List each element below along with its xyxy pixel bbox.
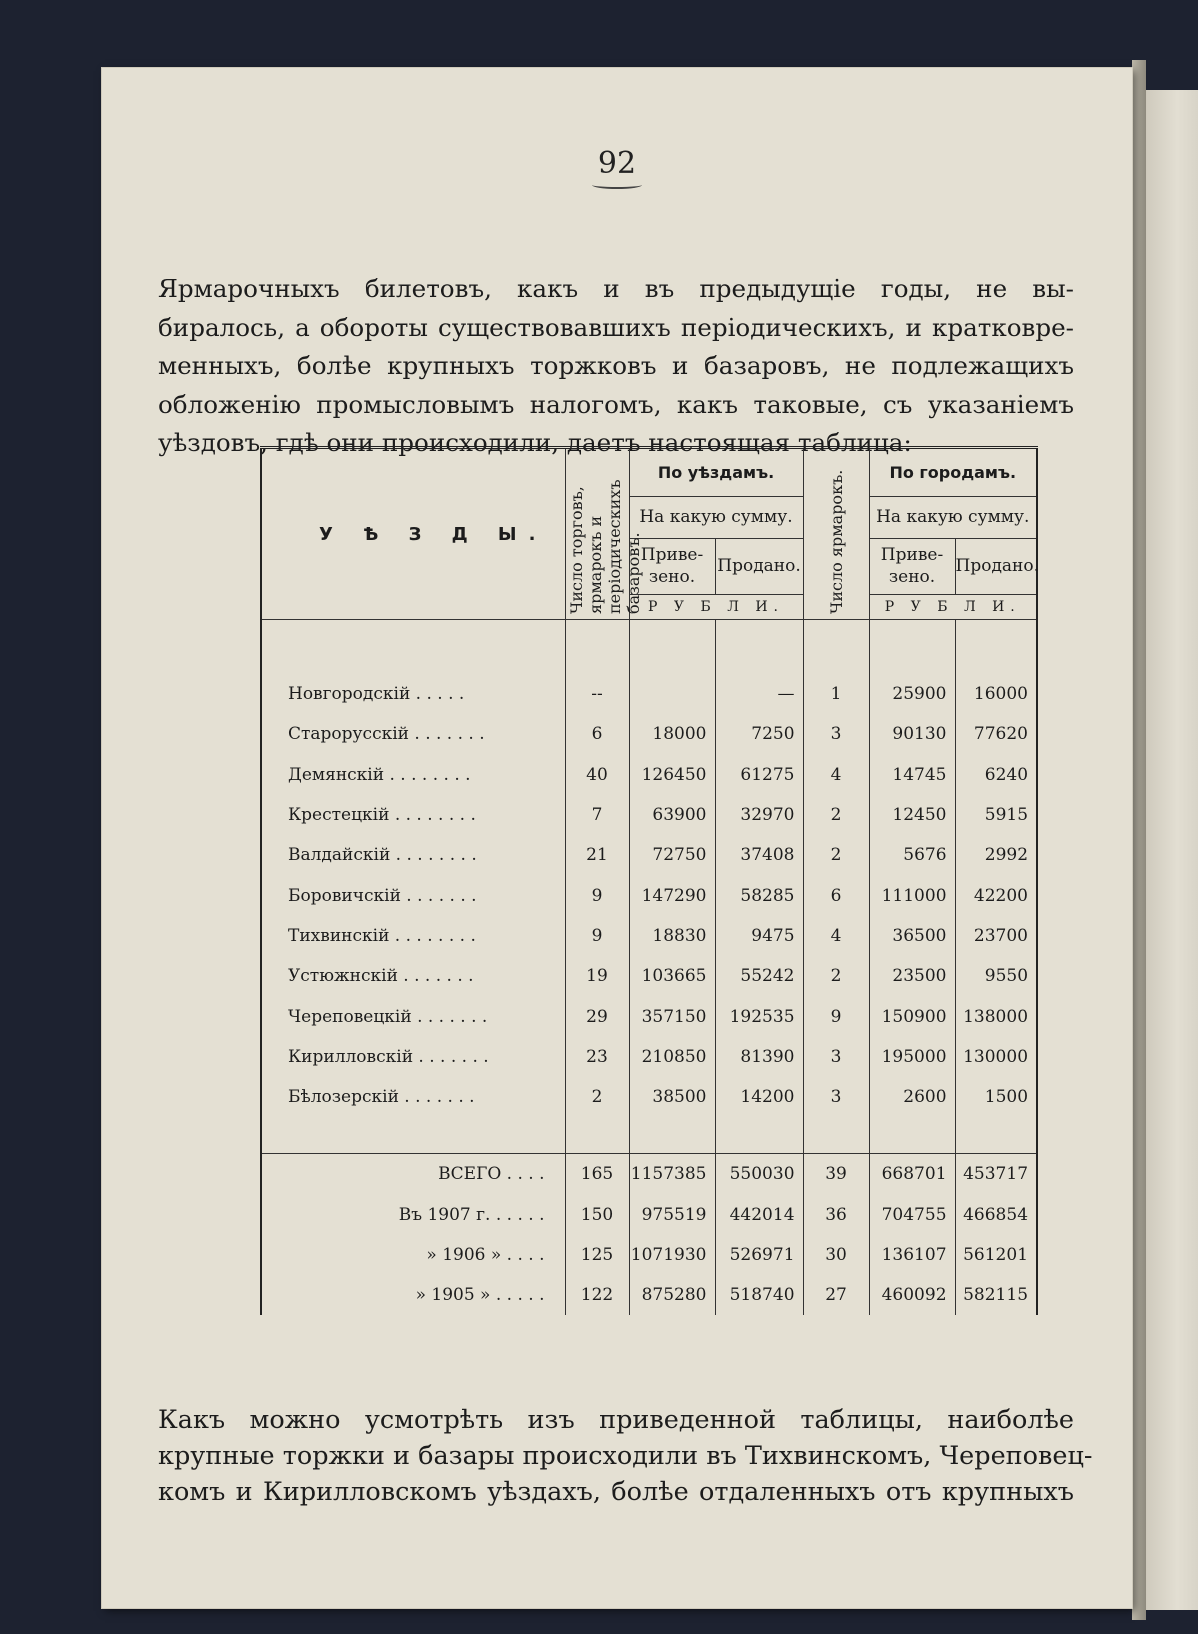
cell-goroda-prodano: 466854 xyxy=(955,1195,1037,1235)
cell-goroda-privezeno: 36500 xyxy=(869,916,955,956)
cell-name: Череповецкій . . . . . . . xyxy=(261,996,565,1036)
page-number-ornament xyxy=(592,181,642,189)
cell-prodano: 192535 xyxy=(715,996,803,1036)
cell-privezeno: 147290 xyxy=(629,875,715,915)
cell-prodano: — xyxy=(715,674,803,714)
cell-name: Старорусскій . . . . . . . xyxy=(261,714,565,754)
cell-privezeno: 126450 xyxy=(629,755,715,795)
cell-torgov: 19 xyxy=(565,956,629,996)
cell-yarmarok: 27 xyxy=(803,1275,869,1315)
cell-goroda-prodano: 561201 xyxy=(955,1235,1037,1275)
cell-torgov: 9 xyxy=(565,916,629,956)
table-row xyxy=(261,956,1037,996)
cell-yarmarok: 3 xyxy=(803,1077,869,1117)
cell-privezeno: 38500 xyxy=(629,1077,715,1117)
cell-goroda-prodano: 42200 xyxy=(955,875,1037,915)
text-line: обложенію промысловымъ налогомъ, какъ таковые, съ указаніемъ xyxy=(158,389,1074,419)
cell-name: Боровичскій . . . . . . . xyxy=(261,875,565,915)
cell-prodano: 526971 xyxy=(715,1235,803,1275)
cell-goroda-privezeno: 25900 xyxy=(869,674,955,714)
table-row xyxy=(261,755,1037,795)
book-spine xyxy=(1132,60,1146,1620)
cell-privezeno: 357150 xyxy=(629,996,715,1036)
cell-yarmarok: 36 xyxy=(803,1195,869,1235)
text-line: Ярмарочныхъ билетовъ, какъ и въ предыдущіе годы, не вы- xyxy=(158,274,1074,303)
cell-prodano: 81390 xyxy=(715,1037,803,1077)
text-line: уѣздовъ, гдѣ они происходили, даетъ настоящая таблица: xyxy=(158,428,912,458)
cell-torgov: 40 xyxy=(565,755,629,795)
cell-name: » 1905 » . . . . . xyxy=(261,1275,565,1315)
cell-goroda-prodano: 9550 xyxy=(955,956,1037,996)
table-row xyxy=(261,674,1037,714)
cell-torgov: 125 xyxy=(565,1235,629,1275)
header-privezeno-uezdy: Приве-зено. xyxy=(629,538,715,594)
cell-privezeno: 1071930 xyxy=(629,1235,715,1275)
cell-privezeno: 63900 xyxy=(629,795,715,835)
cell-goroda-privezeno: 2600 xyxy=(869,1077,955,1117)
cell-goroda-prodano: 77620 xyxy=(955,714,1037,754)
table-row xyxy=(261,996,1037,1036)
cell-prodano: 61275 xyxy=(715,755,803,795)
cell-goroda-prodano: 453717 xyxy=(955,1154,1037,1195)
header-na-summu-goroda: На какую сумму. xyxy=(869,496,1037,538)
cell-yarmarok: 3 xyxy=(803,714,869,754)
cell-prodano: 14200 xyxy=(715,1077,803,1117)
table-row xyxy=(261,1077,1037,1117)
cell-torgov: 165 xyxy=(565,1154,629,1195)
cell-yarmarok: 2 xyxy=(803,795,869,835)
book-page xyxy=(102,68,1132,1608)
cell-torgov: 21 xyxy=(565,835,629,875)
cell-yarmarok: 30 xyxy=(803,1235,869,1275)
cell-goroda-privezeno: 704755 xyxy=(869,1195,955,1235)
header-torgov: Число торговъ, ярмарокъ и періодическихъ базаровъ. xyxy=(565,448,629,620)
cell-privezeno: 18830 xyxy=(629,916,715,956)
table-row xyxy=(261,1037,1037,1077)
cell-goroda-privezeno: 5676 xyxy=(869,835,955,875)
cell-goroda-privezeno: 14745 xyxy=(869,755,955,795)
cell-goroda-privezeno: 195000 xyxy=(869,1037,955,1077)
cell-privezeno xyxy=(629,674,715,714)
cell-torgov: 9 xyxy=(565,875,629,915)
cell-privezeno: 1157385 xyxy=(629,1154,715,1195)
cell-prodano: 442014 xyxy=(715,1195,803,1235)
cell-torgov: 6 xyxy=(565,714,629,754)
cell-prodano: 550030 xyxy=(715,1154,803,1195)
markets-table-grid xyxy=(260,446,1038,1315)
cell-prodano: 7250 xyxy=(715,714,803,754)
header-privezeno-goroda: Приве-зено. xyxy=(869,538,955,594)
cell-yarmarok: 39 xyxy=(803,1154,869,1195)
table-row xyxy=(261,875,1037,915)
cell-goroda-prodano: 138000 xyxy=(955,996,1037,1036)
cell-goroda-privezeno: 668701 xyxy=(869,1154,955,1195)
markets-table xyxy=(260,446,1040,1315)
header-prodano-uezdy: Продано. xyxy=(715,538,803,594)
cell-torgov: -- xyxy=(565,674,629,714)
cell-name: Бѣлозерскій . . . . . . . xyxy=(261,1077,565,1117)
page-number: 92 xyxy=(102,146,1132,189)
header-rubli-uezdy: Р У Б Л И. xyxy=(629,594,803,619)
cell-name: ВСЕГО . . . . xyxy=(261,1154,565,1195)
table-row xyxy=(261,916,1037,956)
cell-goroda-privezeno: 12450 xyxy=(869,795,955,835)
cell-goroda-prodano: 1500 xyxy=(955,1077,1037,1117)
cell-yarmarok: 1 xyxy=(803,674,869,714)
cell-goroda-privezeno: 111000 xyxy=(869,875,955,915)
cell-privezeno: 875280 xyxy=(629,1275,715,1315)
cell-name: Новгородскій . . . . . xyxy=(261,674,565,714)
cell-yarmarok: 2 xyxy=(803,835,869,875)
header-na-summu-uezdy: На какую сумму. xyxy=(629,496,803,538)
cell-name: Крестецкій . . . . . . . . xyxy=(261,795,565,835)
cell-goroda-privezeno: 150900 xyxy=(869,996,955,1036)
cell-yarmarok: 6 xyxy=(803,875,869,915)
intro-paragraph xyxy=(158,270,1074,463)
cell-goroda-prodano: 16000 xyxy=(955,674,1037,714)
cell-name: » 1906 » . . . . xyxy=(261,1235,565,1275)
cell-torgov: 122 xyxy=(565,1275,629,1315)
total-row xyxy=(261,1195,1037,1235)
table-row xyxy=(261,835,1037,875)
cell-goroda-prodano: 130000 xyxy=(955,1037,1037,1077)
text-line: крупные торжки и базары происходили въ Тихвинскомъ, Череповец- xyxy=(158,1441,1093,1471)
header-po-uezdam: По уѣздамъ. xyxy=(629,448,803,497)
text-line: Какъ можно усмотрѣть изъ приведенной таблицы, наиболѣе xyxy=(158,1405,1074,1435)
cell-torgov: 23 xyxy=(565,1037,629,1077)
cell-privezeno: 103665 xyxy=(629,956,715,996)
header-uezdy: У Ѣ З Д Ы. xyxy=(261,448,565,620)
cell-torgov: 2 xyxy=(565,1077,629,1117)
cell-name: Тихвинскій . . . . . . . . xyxy=(261,916,565,956)
cell-yarmarok: 9 xyxy=(803,996,869,1036)
cell-goroda-prodano: 5915 xyxy=(955,795,1037,835)
total-row xyxy=(261,1154,1037,1195)
total-row xyxy=(261,1235,1037,1275)
header-rubli-goroda: Р У Б Л И. xyxy=(869,594,1037,619)
cell-name: Кирилловскій . . . . . . . xyxy=(261,1037,565,1077)
cell-torgov: 150 xyxy=(565,1195,629,1235)
header-po-gorodam: По городамъ. xyxy=(869,448,1037,497)
cell-prodano: 32970 xyxy=(715,795,803,835)
cell-name: Устюжнскій . . . . . . . xyxy=(261,956,565,996)
outro-paragraph xyxy=(158,1402,1093,1510)
table-totals xyxy=(261,1154,1037,1316)
cell-prodano: 518740 xyxy=(715,1275,803,1315)
cell-goroda-prodano: 2992 xyxy=(955,835,1037,875)
cell-privezeno: 72750 xyxy=(629,835,715,875)
text-line: биралось, а обороты существовавшихъ періодическихъ, и кратковре- xyxy=(158,312,1074,342)
cell-goroda-prodano: 582115 xyxy=(955,1275,1037,1315)
header-yarmarok: Число ярмарокъ. xyxy=(803,448,869,620)
header-prodano-goroda: Продано. xyxy=(955,538,1037,594)
cell-goroda-prodano: 23700 xyxy=(955,916,1037,956)
cell-privezeno: 18000 xyxy=(629,714,715,754)
cell-privezeno: 210850 xyxy=(629,1037,715,1077)
cell-prodano: 9475 xyxy=(715,916,803,956)
text-line: комъ и Кирилловскомъ уѣздахъ, болѣе отдаленныхъ отъ крупныхъ xyxy=(158,1477,1074,1507)
cell-yarmarok: 4 xyxy=(803,916,869,956)
table-row xyxy=(261,714,1037,754)
table-row xyxy=(261,795,1037,835)
cell-goroda-privezeno: 90130 xyxy=(869,714,955,754)
cell-yarmarok: 3 xyxy=(803,1037,869,1077)
cell-prodano: 58285 xyxy=(715,875,803,915)
cell-yarmarok: 2 xyxy=(803,956,869,996)
cell-torgov: 29 xyxy=(565,996,629,1036)
cell-goroda-privezeno: 460092 xyxy=(869,1275,955,1315)
total-row xyxy=(261,1275,1037,1315)
cell-goroda-privezeno: 136107 xyxy=(869,1235,955,1275)
cell-yarmarok: 4 xyxy=(803,755,869,795)
text-line: менныхъ, болѣе крупныхъ торжковъ и базаровъ, не подлежащихъ xyxy=(158,351,1074,381)
cell-torgov: 7 xyxy=(565,795,629,835)
cell-prodano: 55242 xyxy=(715,956,803,996)
cell-name: Валдайскій . . . . . . . . xyxy=(261,835,565,875)
cell-name: Демянскій . . . . . . . . xyxy=(261,755,565,795)
table-body xyxy=(261,674,1037,1154)
cell-prodano: 37408 xyxy=(715,835,803,875)
cell-privezeno: 975519 xyxy=(629,1195,715,1235)
cell-goroda-prodano: 6240 xyxy=(955,755,1037,795)
cell-name: Въ 1907 г. . . . . . xyxy=(261,1195,565,1235)
facing-page-edge xyxy=(1146,90,1198,1610)
cell-goroda-privezeno: 23500 xyxy=(869,956,955,996)
